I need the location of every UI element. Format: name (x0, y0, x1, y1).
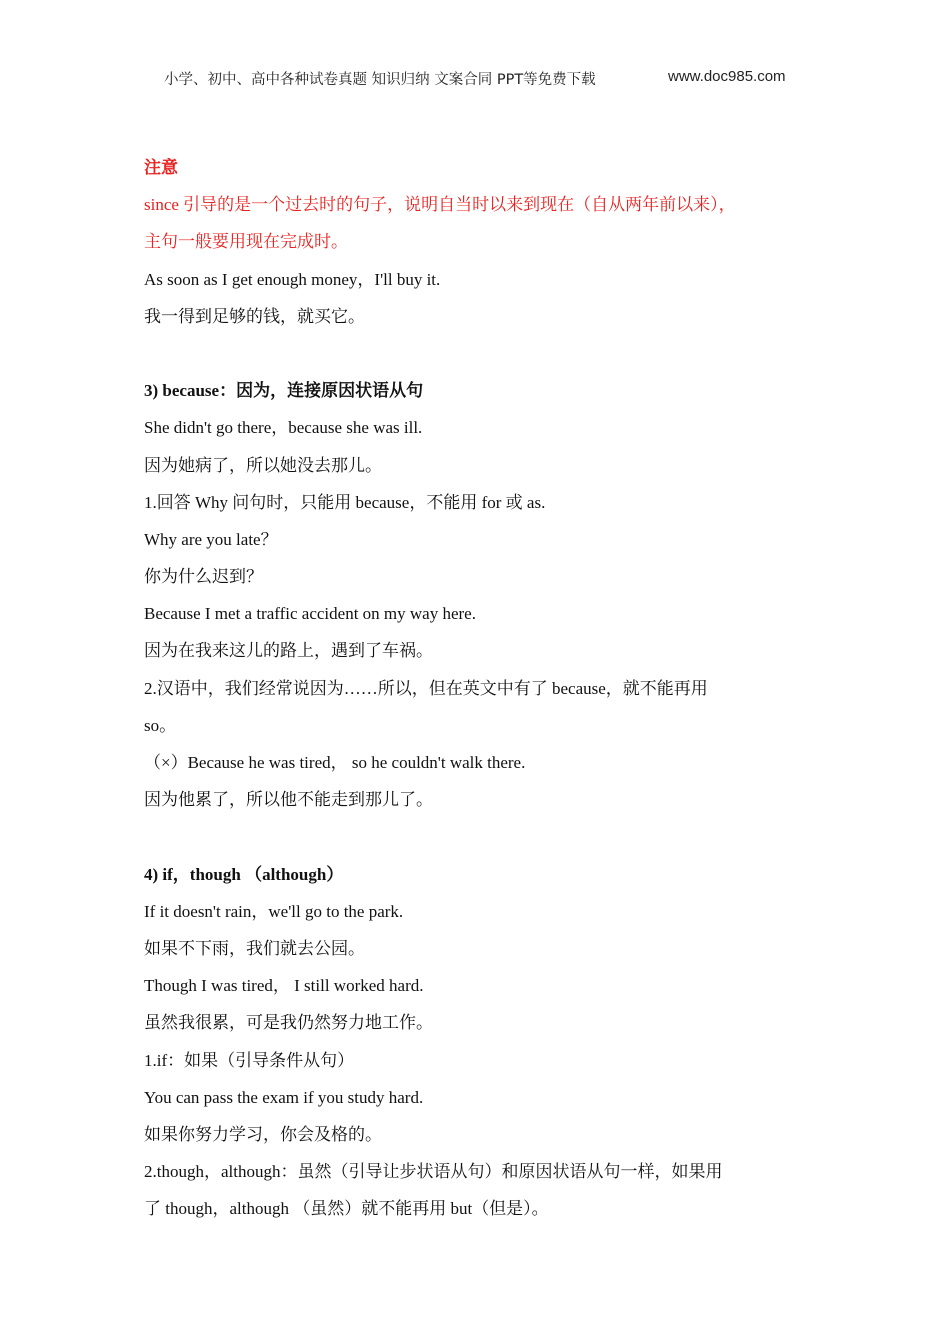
example-translation: 因为她病了，所以她没去那儿。 (144, 455, 382, 475)
rule-text: 1.if：如果（引导条件从句） (144, 1050, 355, 1070)
rule-text: 1.回答 Why 问句时，只能用 because，不能用 for 或 as. (144, 492, 546, 512)
note-heading: 注意 (144, 158, 178, 177)
example-sentence: Because I met a traffic accident on my way here. (144, 604, 476, 624)
example-translation: 你为什么迟到？ (144, 567, 263, 587)
header-website-link[interactable]: www.doc985.com (668, 68, 786, 85)
wrong-example-sentence: （×）Because he was tired， so he couldn't walk there. (144, 753, 526, 772)
example-sentence: If it doesn't rain，we'll go to the park. (144, 901, 404, 921)
paragraph-gap (144, 818, 810, 855)
example-sentence: As soon as I get enough money，I'll buy it. (144, 269, 441, 289)
note-text-line: 主句一般要用现在完成时。 (144, 232, 348, 252)
example-sentence: Why are you late？ (144, 529, 278, 549)
section-heading-if-though: 4) if，though （although） (144, 864, 344, 884)
rule-text: so。 (144, 715, 177, 735)
page-header (0, 66, 950, 90)
rule-text: 2.though，although：虽然（引导让步状语从句）和原因状语从句一样，如果用 (144, 1162, 723, 1182)
example-sentence: She didn't go there，because she was ill. (144, 418, 423, 438)
example-translation: 如果你努力学习，你会及格的。 (144, 1124, 382, 1144)
section-heading-because: 3) because：因为，连接原因状语从句 (144, 381, 424, 401)
paragraph-gap (144, 335, 810, 372)
document-body (144, 149, 810, 1227)
example-sentence: You can pass the exam if you study hard. (144, 1087, 424, 1107)
example-translation: 如果不下雨，我们就去公园。 (144, 938, 365, 958)
note-text-line: since 引导的是一个过去时的句子，说明自当时以来到现在（自从两年前以来）， (144, 195, 736, 215)
example-translation: 因为在我来这儿的路上，遇到了车祸。 (144, 641, 433, 661)
example-translation: 我一得到足够的钱，就买它。 (144, 306, 365, 326)
rule-text: 了 though，although （虽然）就不能再用 but（但是）。 (144, 1199, 549, 1219)
example-translation: 因为他累了，所以他不能走到那儿了。 (144, 790, 433, 810)
example-sentence: Though I was tired， I still worked hard. (144, 976, 424, 996)
header-promo-text: 小学、初中、高中各种试卷真题 知识归纳 文案合同 PPT等免费下载 (164, 72, 596, 88)
rule-text: 2.汉语中，我们经常说因为……所以，但在英文中有了 because，就不能再用 (144, 678, 708, 698)
example-translation: 虽然我很累，可是我仍然努力地工作。 (144, 1013, 433, 1033)
